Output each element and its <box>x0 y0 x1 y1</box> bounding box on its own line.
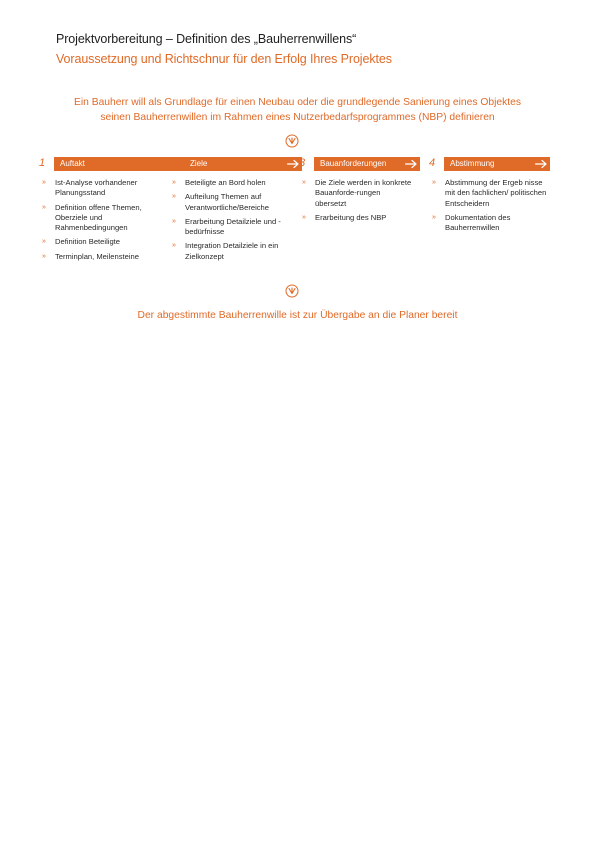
list-item: » Abstimmung der Ergeb nisse mit den fachlichen/ politischen Entscheidern <box>432 178 547 208</box>
bullet-icon: » <box>42 238 46 246</box>
arrow-right-icon <box>405 159 417 169</box>
list-item: » Dokumentation des Bauherrenwillen <box>432 212 511 233</box>
step-number: 2 <box>169 157 176 169</box>
list-item: » Ist-Analyse vorhandener Planungsstand <box>42 178 138 198</box>
step-label: Bauanforderungen <box>320 159 387 168</box>
bullet-icon: » <box>42 252 46 260</box>
list-item: » Integration Detailziele in ein Zielkonzept <box>172 241 279 261</box>
step-header-bar <box>444 157 550 171</box>
step-1-list <box>42 178 160 266</box>
bullet-icon: » <box>302 179 306 186</box>
bullet-icon: » <box>172 179 176 186</box>
step-4-list <box>432 178 548 237</box>
bullet-icon: » <box>42 203 46 211</box>
page-subtitle: Voraussetzung und Richtschnur für den Erfolg Ihres Projektes <box>56 52 392 66</box>
page-title: Projektvorbereitung – Definition des „Bauherrenwillens“ <box>56 32 357 46</box>
list-item: » Erarbeitung Detailziele und -bedürfnisse <box>172 216 281 237</box>
bullet-icon: » <box>302 213 306 221</box>
list-item: » Aufteilung Themen auf Verantwortliche/Bereiche <box>172 192 269 212</box>
conclusion-text: Der abgestimmte Bauherrenwille ist zur Übergabe an die Planer bereit <box>137 310 458 321</box>
step-label: Ziele <box>190 159 208 168</box>
list-item: » Erarbeitung des NBP <box>302 212 387 222</box>
arrow-right-icon <box>535 159 547 169</box>
down-arrow-circle-icon <box>285 134 299 148</box>
list-item: » Definition offene Themen, Oberziele und Rahmenbedingungen <box>42 202 142 233</box>
intro-line-1: Ein Bauherr will als Grundlage für einen Neubau oder die grundlegende Sanierung eines Objektes <box>73 97 522 108</box>
bullet-icon: » <box>172 193 176 201</box>
step-number: 4 <box>429 157 436 169</box>
step-label: Abstimmung <box>450 159 495 168</box>
step-2-list <box>172 178 292 266</box>
bullet-icon: » <box>432 179 436 186</box>
list-item: » Definition Beteiligte <box>42 237 121 247</box>
step-3-list <box>302 178 412 227</box>
bullet-icon: » <box>42 179 46 186</box>
bullet-icon: » <box>432 213 436 221</box>
arrow-right-icon <box>287 159 299 169</box>
step-header-bar <box>314 157 420 171</box>
list-item: » Terminplan, Meilensteine <box>42 251 139 261</box>
step-number: 3 <box>299 157 306 169</box>
intro-line-2: seinen Bauherrenwillen im Rahmen eines Nutzerbedarfsprogrammes (NBP) definieren <box>100 112 495 123</box>
list-item: » Die Ziele werden in konkrete Bauanforde-rungen übersetzt <box>302 178 412 208</box>
bullet-icon: » <box>172 217 176 225</box>
step-number: 1 <box>39 157 46 169</box>
bullet-icon: » <box>172 242 176 250</box>
step-label: Auftakt <box>60 159 85 168</box>
step-header-bar <box>184 157 302 171</box>
list-item: » Beteiligte an Bord holen <box>172 178 266 187</box>
down-arrow-circle-icon <box>285 284 299 298</box>
intro-text <box>40 95 555 125</box>
